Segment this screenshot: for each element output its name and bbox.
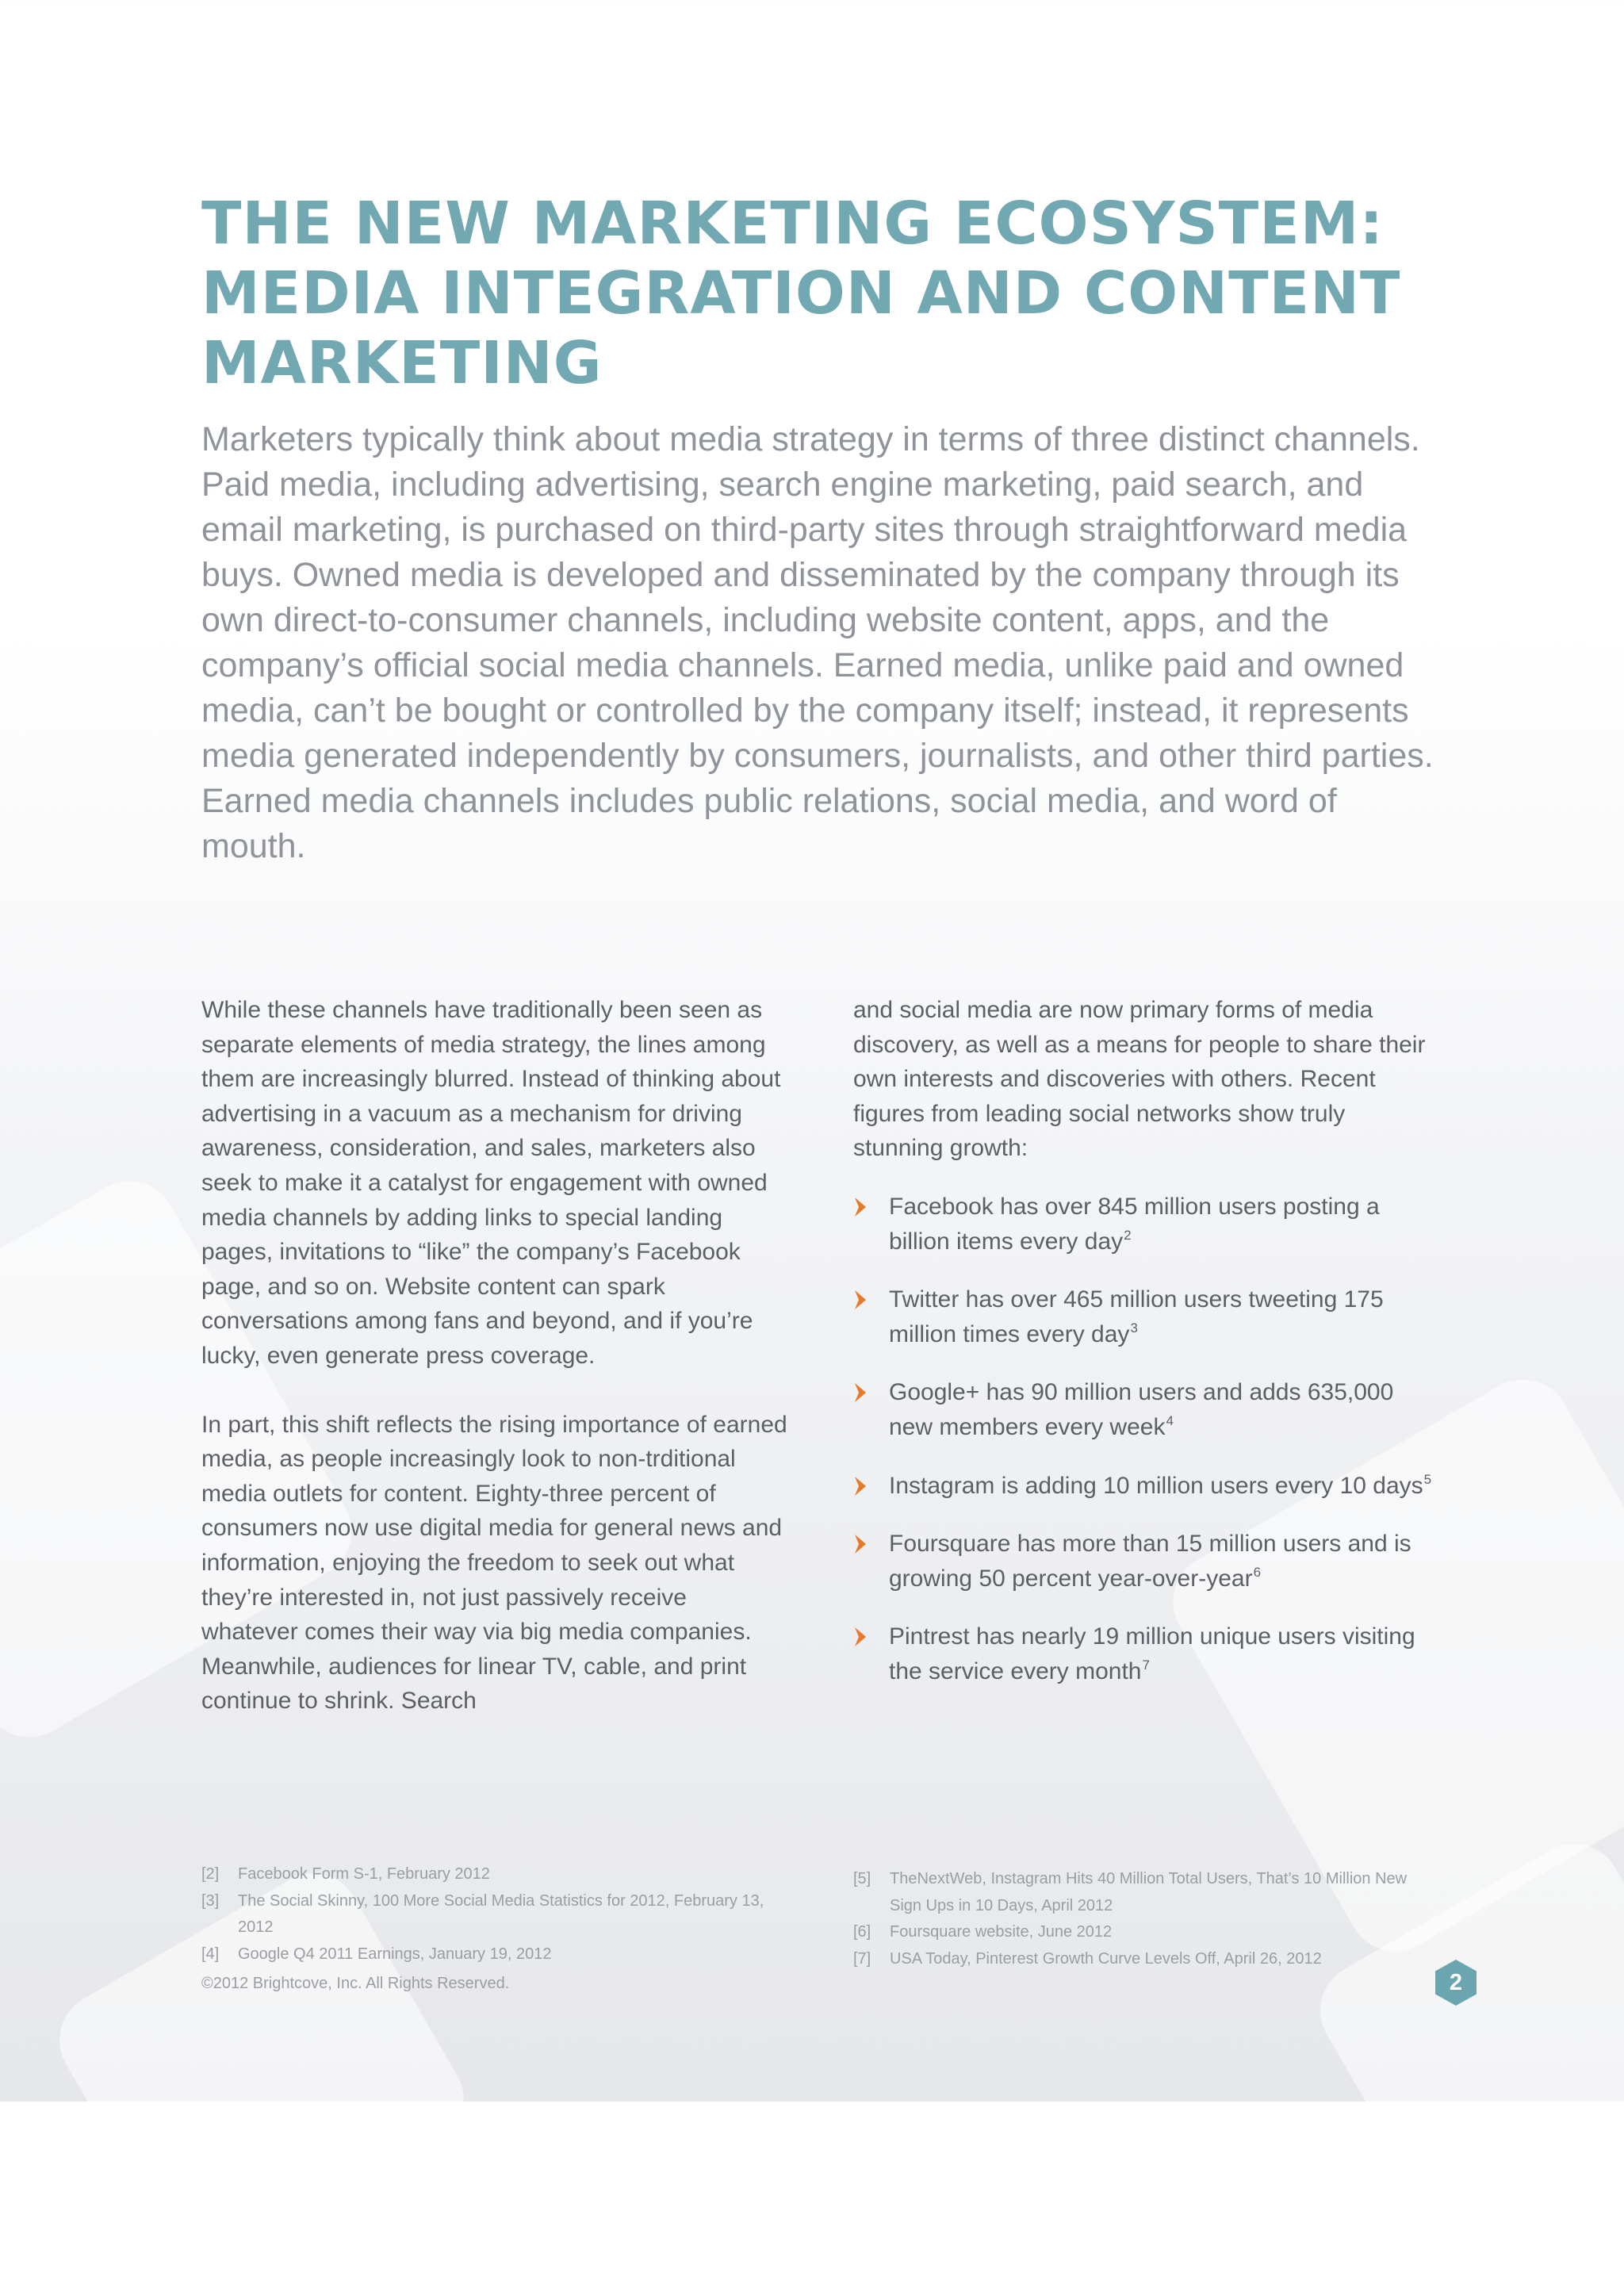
chevron-right-icon [853,1627,868,1647]
footnote [853,1946,1440,1973]
right-column [853,993,1440,1713]
copyright: ©2012 Brightcove, Inc. All Rights Reserved. [201,1975,510,1992]
intro-paragraph: Marketers typically think about media strategy in terms of three distinct channels. Paid media, including advertising, search engine marketing, paid search, and email marketing, is purchased on third-party sites through straightforward media buys. Owned media is developed and disseminated by the company through its own direct-to-consumer channels, including website content, apps, and the company’s official social media channels. Earned media, unlike paid and owned media, can’t be bought or controlled by the company itself; instead, it represents media generated independently by consumers, journalists, and other third parties. Earned media channels includes public relations, social media, and word of mouth. [201,420,1434,865]
list-item [853,1619,1440,1688]
footnote-ref: 7 [1142,1657,1150,1673]
body-paragraph: While these channels have traditionally been seen as separate elements of media strategy, the lines among them are increasingly blurred. Instead of thinking about advertising in a vacuum as a mechanism for driving awareness, consideration, and sales, marketers also seek to make it a catalyst for engagement with owned media channels by adding links to special landing pages, invitations to “like” the company’s Facebook page, and so on. Website content can spark conversations among fans and beyond, and if you’re lucky, even generate press coverage. [201,997,781,1369]
footnote-text: Facebook Form S-1, February 2012 [238,1865,490,1883]
footnote-number: [5] [853,1870,871,1887]
footnote-ref: 6 [1253,1564,1262,1580]
bullet-text: Instagram is adding 10 million users every 10 days [889,1472,1423,1499]
list-item [853,1469,1440,1504]
footnote-number: [7] [853,1949,871,1968]
bullet-text: Twitter has over 465 million users tweeting 175 million times every day [889,1286,1384,1347]
footnote-ref: 4 [1166,1412,1174,1428]
bullet-text: Facebook has over 845 million users posting a billion items every day [889,1193,1380,1255]
footnote [853,1866,1429,1919]
footnote-text: The Social Skinny, 100 More Social Media Statistics for 2012, February 13, 2012 [238,1891,764,1936]
footnote-text: Google Q4 2011 Earnings, January 19, 2012 [238,1945,552,1963]
list-item [853,1190,1440,1259]
list-item [853,1527,1440,1596]
chevron-right-icon [853,1476,868,1496]
footnote-number: [6] [853,1923,871,1941]
footnote [201,1861,788,1888]
footnote-text: TheNextWeb, Instagram Hits 40 Million Total Users, That’s 10 Million New Sign Ups in 10 Days, April 2012 [890,1870,1408,1914]
chevron-right-icon [853,1290,868,1310]
page-number: 2 [1449,1970,1463,1995]
bullet-text: Foursquare has more than 15 million users and is growing 50 percent year-over-year [889,1531,1411,1592]
footnote-text: USA Today, Pinterest Growth Curve Levels Off, April 26, 2012 [890,1949,1322,1968]
growth-stats-list [853,1190,1440,1689]
footnote [201,1941,788,1968]
footnotes-right [853,1866,1440,1972]
footnote-number: [4] [201,1945,220,1963]
footnote [201,1888,777,1941]
chevron-right-icon [853,1382,868,1403]
body-paragraph: and social media are now primary forms of media discovery, as well as a means for people to share their own interests and discoveries with others. Recent figures from leading social networks show truly stunning growth: [853,997,1426,1162]
bullet-text: Google+ has 90 million users and adds 635,000 new members every week [889,1379,1394,1440]
footnote-ref: 5 [1423,1471,1432,1487]
footnotes-left [201,1861,788,1968]
footnote [853,1919,1440,1946]
left-column [201,993,788,1719]
footnote-number: [3] [201,1891,220,1910]
list-item [853,1375,1440,1444]
page-title: THE NEW MARKETING ECOSYSTEM: MEDIA INTEGRATION AND CONTENT MARKETING [201,190,1401,397]
footnote-ref: 3 [1130,1320,1138,1336]
footnote-text: Foursquare website, June 2012 [890,1923,1113,1941]
footnote-ref: 2 [1124,1227,1132,1243]
chevron-right-icon [853,1534,868,1554]
chevron-right-icon [853,1197,868,1217]
list-item [853,1282,1440,1351]
bullet-text: Pintrest has nearly 19 million unique users visiting the service every month [889,1623,1415,1684]
footnote-number: [2] [201,1865,220,1883]
body-paragraph: In part, this shift reflects the rising importance of earned media, as people increasingly look to non-trditional media outlets for content. Eighty-three percent of consumers now use digital media for general news and information, enjoying the freedom to seek out what they’re interested in, not just passively receive whatever comes their way via big media companies. Meanwhile, audiences for linear TV, cable, and print continue to shrink. Search [201,1411,787,1715]
